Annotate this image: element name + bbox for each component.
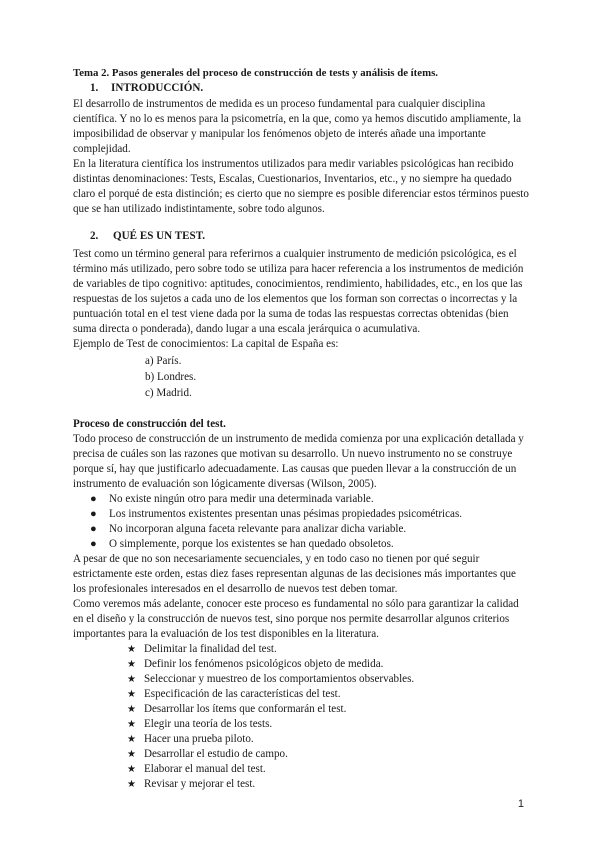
construction-steps-list: [73, 642, 531, 792]
star-icon: ★: [127, 704, 136, 715]
list-item: ★ Revisar y mejorar el test.: [127, 778, 256, 790]
section-2-number: 2.: [90, 230, 99, 242]
section-1-number: 1.: [90, 82, 99, 94]
section-1-heading: [90, 81, 531, 96]
star-icon: ★: [127, 644, 136, 655]
example-options-list: [73, 354, 531, 402]
list-item: ★ Elegir una teoría de los tests.: [127, 718, 273, 730]
star-icon: ★: [127, 674, 136, 685]
example-option: b) Londres.: [145, 371, 197, 383]
process-paragraph-1: Todo proceso de construcción de un instrumento de medida comienza por una explicación detallada y precisa de cuáles son las razones que motivan su desarrollo. Un nuevo instrumento no se construye porque sí, hay que justificarlo adecuadamente. Las causas que pueden llevar a la construcción de un instrumento de evaluación son lógicamente diversas (Wilson, 2005).: [73, 433, 524, 490]
document-title: Tema 2. Pasos generales del proceso de construcción de tests y análisis de ítems.: [73, 67, 438, 79]
star-icon: ★: [127, 779, 136, 790]
example-option: a) París.: [145, 355, 182, 367]
example-option: c) Madrid.: [145, 387, 192, 399]
section-2-heading-text: QUÉ ES UN TEST.: [113, 230, 206, 242]
bullet-icon: ●: [90, 523, 97, 535]
process-paragraph-2: A pesar de que no son necesariamente secuenciales, y en todo caso no tienen por qué seguir estrictamente este orden, estas diez fases representan algunas de las decisiones más importantes que los profesionales interesados en el desarrollo de nuevos test deben tomar.: [73, 553, 516, 595]
star-icon: ★: [127, 734, 136, 745]
star-icon: ★: [127, 659, 136, 670]
list-item: ★ Elaborar el manual del test.: [127, 763, 266, 775]
star-icon: ★: [127, 764, 136, 775]
list-item: ★ Definir los fenómenos psicológicos objeto de medida.: [127, 658, 384, 670]
star-icon: ★: [127, 689, 136, 700]
bullet-icon: ●: [90, 508, 97, 520]
reasons-list: [73, 492, 531, 552]
list-item: ★ Hacer una prueba piloto.: [127, 733, 254, 745]
list-item: ★ Desarrollar el estudio de campo.: [127, 748, 288, 760]
list-item: ★ Seleccionar y muestreo de los comportamientos observables.: [127, 673, 415, 685]
page-number: 1: [517, 798, 524, 810]
list-item: ● No existe ningún otro para medir una determinada variable.: [90, 493, 374, 505]
bullet-icon: ●: [90, 538, 97, 550]
intro-paragraph-2: En la literatura científica los instrumentos utilizados para medir variables psicológicas han recibido distintas denominaciones: Tests, Escalas, Cuestionarios, Inventarios, etc., y no siempre ha quedado claro el porqué de esta distinción; es cierto que no siempre es posible diferenciar estos términos puesto que se han utilizado indistintamente, sobre todo algunos.: [73, 158, 529, 215]
page-content: [73, 66, 531, 792]
list-item: ★ Especificación de las características del test.: [127, 688, 341, 700]
section-1-heading-text: INTRODUCCIÓN.: [111, 82, 204, 94]
star-icon: ★: [127, 719, 136, 730]
process-heading: Proceso de construcción del test.: [73, 418, 226, 430]
intro-paragraph-1: El desarrollo de instrumentos de medida es un proceso fundamental para cualquier disciplina científica. Y no lo es menos para la psicometría, en la que, como ya hemos discutido ampliamente, la imposibilidad de observar y manipular los fenómenos objeto de interés añade una importante complejidad.: [73, 98, 522, 155]
list-item: ★ Desarrollar los ítems que conformarán el test.: [127, 703, 347, 715]
list-item: ★ Delimitar la finalidad del test.: [127, 643, 277, 655]
star-icon: ★: [127, 749, 136, 760]
list-item: ● No incorporan alguna faceta relevante para analizar dicha variable.: [90, 523, 407, 535]
bullet-icon: ●: [90, 493, 97, 505]
list-item: ● O simplemente, porque los existentes se han quedado obsoletos.: [90, 538, 394, 550]
section-2-heading: [90, 229, 531, 244]
test-definition-paragraph: Test como un término general para referirnos a cualquier instrumento de medición psicológica, es el término más utilizado, pero sobre todo se utiliza para hacer referencia a los instrumentos de medición de variables de tipo cognitivo: aptitudes, conocimientos, rendimiento, habilidades, etc., en los que las respuestas de los sujetos a cada uno de los elementos que los forman son correctas o incorrectas y la puntuación total en el test viene dada por la suma de todas las respuestas correctas obtenidas (bien suma directa o ponderada), dando lugar a una escala jerárquica o acumulativa.: [73, 248, 524, 335]
process-paragraph-3: Como veremos más adelante, conocer este proceso es fundamental no sólo para garantizar la calidad en el diseño y la construcción de nuevos test, sino porque nos permite desarrollar algunos criterios importantes para la evaluación de los test disponibles en la literatura.: [73, 598, 519, 640]
example-intro: Ejemplo de Test de conocimientos: La capital de España es:: [73, 338, 339, 350]
list-item: ● Los instrumentos existentes presentan unas pésimas propiedades psicométricas.: [90, 508, 463, 520]
